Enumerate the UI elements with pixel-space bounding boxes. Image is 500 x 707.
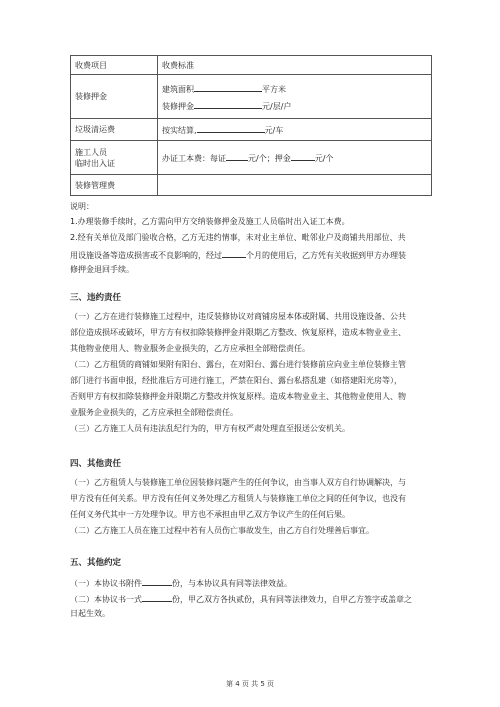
section5-p2-b: 份，甲乙双方各执贰份，具有同等法律效力，自甲乙方签字或盖章之 [172,595,412,604]
section5-p1-a: （一）本协议书附件 [70,579,142,588]
section5-p2-a: （二）本协议书一式 [70,595,142,604]
mgmt-item-cell: 装修管理费 [71,175,158,196]
workers-fee-label: 办证工本费：每证 [162,154,226,163]
attachment-count-blank [142,576,172,586]
garbage-label: 按实结算, [162,126,197,135]
section3-p2-l1: （二）乙方租赁的商铺如果附有阳台、露台，在对阳台、露台进行装修前应向业主单位装修主管 [70,360,406,369]
workers-item-line1: 施工人员 [75,147,107,157]
copies-blank [142,592,172,602]
section4-p1-l3: 任何义务代其中一方处理争议。甲方也不承担由甲乙双方争议产生的任何后果。 [70,510,350,519]
note-1: 1.办理装修手续时，乙方需向甲方交纳装修押金及施工人员临时出入证工本费。 [70,217,350,226]
section3-p3-l1: （三）乙方施工人员有违法乱纪行为的，甲方有权严肃处理直至报送公安机关。 [70,424,350,433]
section3-p1-l2: 部位造成损坏或破坏，甲方方有权扣除装修押金并限期乙方整改、恢复原样，造成本物业业主、 [70,328,406,337]
workers-deposit-blank [291,151,315,161]
page-footer: 第 4 页 共 5 页 [225,680,275,688]
mgmt-standard-cell [158,175,432,196]
workers-item-cell [71,141,158,175]
note-2-line2 [70,248,432,261]
section3-p1-l3: 其他物业使用人、物业服务企业损失的，乙方应承担全部赔偿责任。 [70,344,310,353]
area-line [162,82,427,95]
deposit-unit: 元/层/户 [262,101,292,111]
section4-p1-l2: 甲方没有任何关系。甲方没有任何义务处理乙方租赁人与装修施工单位之间的任何争议，也没有 [70,494,406,503]
note-2-line2-a: 用设施设备等造成损害或不良影响的，经过 [70,251,222,260]
section3-p2-l3: 否则甲方有权扣除装修押金并限期乙方整改并恢复原样。造成本物业业主、其他物业使用人、物 [70,392,406,401]
workers-fee-blank [226,151,248,161]
deposit-blank [194,99,262,109]
garbage-blank [197,123,265,133]
section3-p2-l4: 业服务企业损失的，乙方应承担全部赔偿责任。 [70,408,238,417]
garbage-item-cell: 垃圾清运费 [71,119,158,141]
workers-row [71,141,432,175]
section5-p1 [70,576,432,589]
section5-p2-l1 [70,592,432,605]
section4-title: 四、其他责任 [70,459,122,469]
note-2-line1: 2.经有关单位及部门验收合格，乙方无违约情事，未对业主单位、毗邻业户及商铺共用部位、共 [70,233,406,242]
area-blank [194,82,262,92]
header-standard-cell: 收费标准 [158,56,432,75]
deposit-item-cell: 装修押金 [71,75,158,119]
workers-standard-cell [158,141,432,175]
months-blank [222,248,246,258]
section4-p1-l1: （一）乙方租赁人与装修施工单位因装修问题产生的任何争议，由当事人双方自行协调解决，与 [70,478,406,487]
section4-p2-l1: （二）乙方施工人员在施工过程中若有人员伤亡事故发生，由乙方自行处理善后事宜。 [70,526,374,535]
mgmt-row [71,175,432,196]
deposit-line [162,99,427,112]
note-2-line3: 修押金退回手续。 [70,265,134,274]
section3-title: 三、违约责任 [70,293,122,303]
section5-title: 五、其他约定 [70,558,122,568]
note-2-line2-b: 个月的使用后，乙方凭有关收据到甲方办理装 [246,251,406,260]
section5-p1-b: 份，与本协议具有同等法律效益。 [172,579,292,588]
workers-item-line2: 临时出入证 [75,158,115,168]
header-item-cell: 收费项目 [71,56,158,75]
garbage-row [71,119,432,141]
section3-p1-l1: （一）乙方在进行装修施工过程中，违反装修协议对商铺房屋本体或附属、共用设施设备、公共 [70,312,406,321]
notes-title: 说明： [70,202,94,211]
section3-p2-l2: 部门进行书面申报，经批准后方可进行施工，严禁在阳台、露台私搭乱建（如搭建阳光房等）， [70,376,402,385]
deposit-standard-cell [158,75,432,119]
section5-p2-l2: 日起生效。 [70,609,110,618]
deposit-row [71,75,432,119]
fee-table-header-row [71,56,432,75]
fee-table [70,55,432,196]
deposit-label: 装修押金 [162,101,194,111]
area-label: 建筑面积 [162,84,194,94]
workers-deposit-label: 元/个；押金 [248,154,291,163]
area-unit: 平方米 [262,84,286,94]
garbage-unit: 元/车 [264,126,284,135]
garbage-standard-cell [158,119,432,141]
workers-deposit-unit: 元/个 [314,154,334,163]
